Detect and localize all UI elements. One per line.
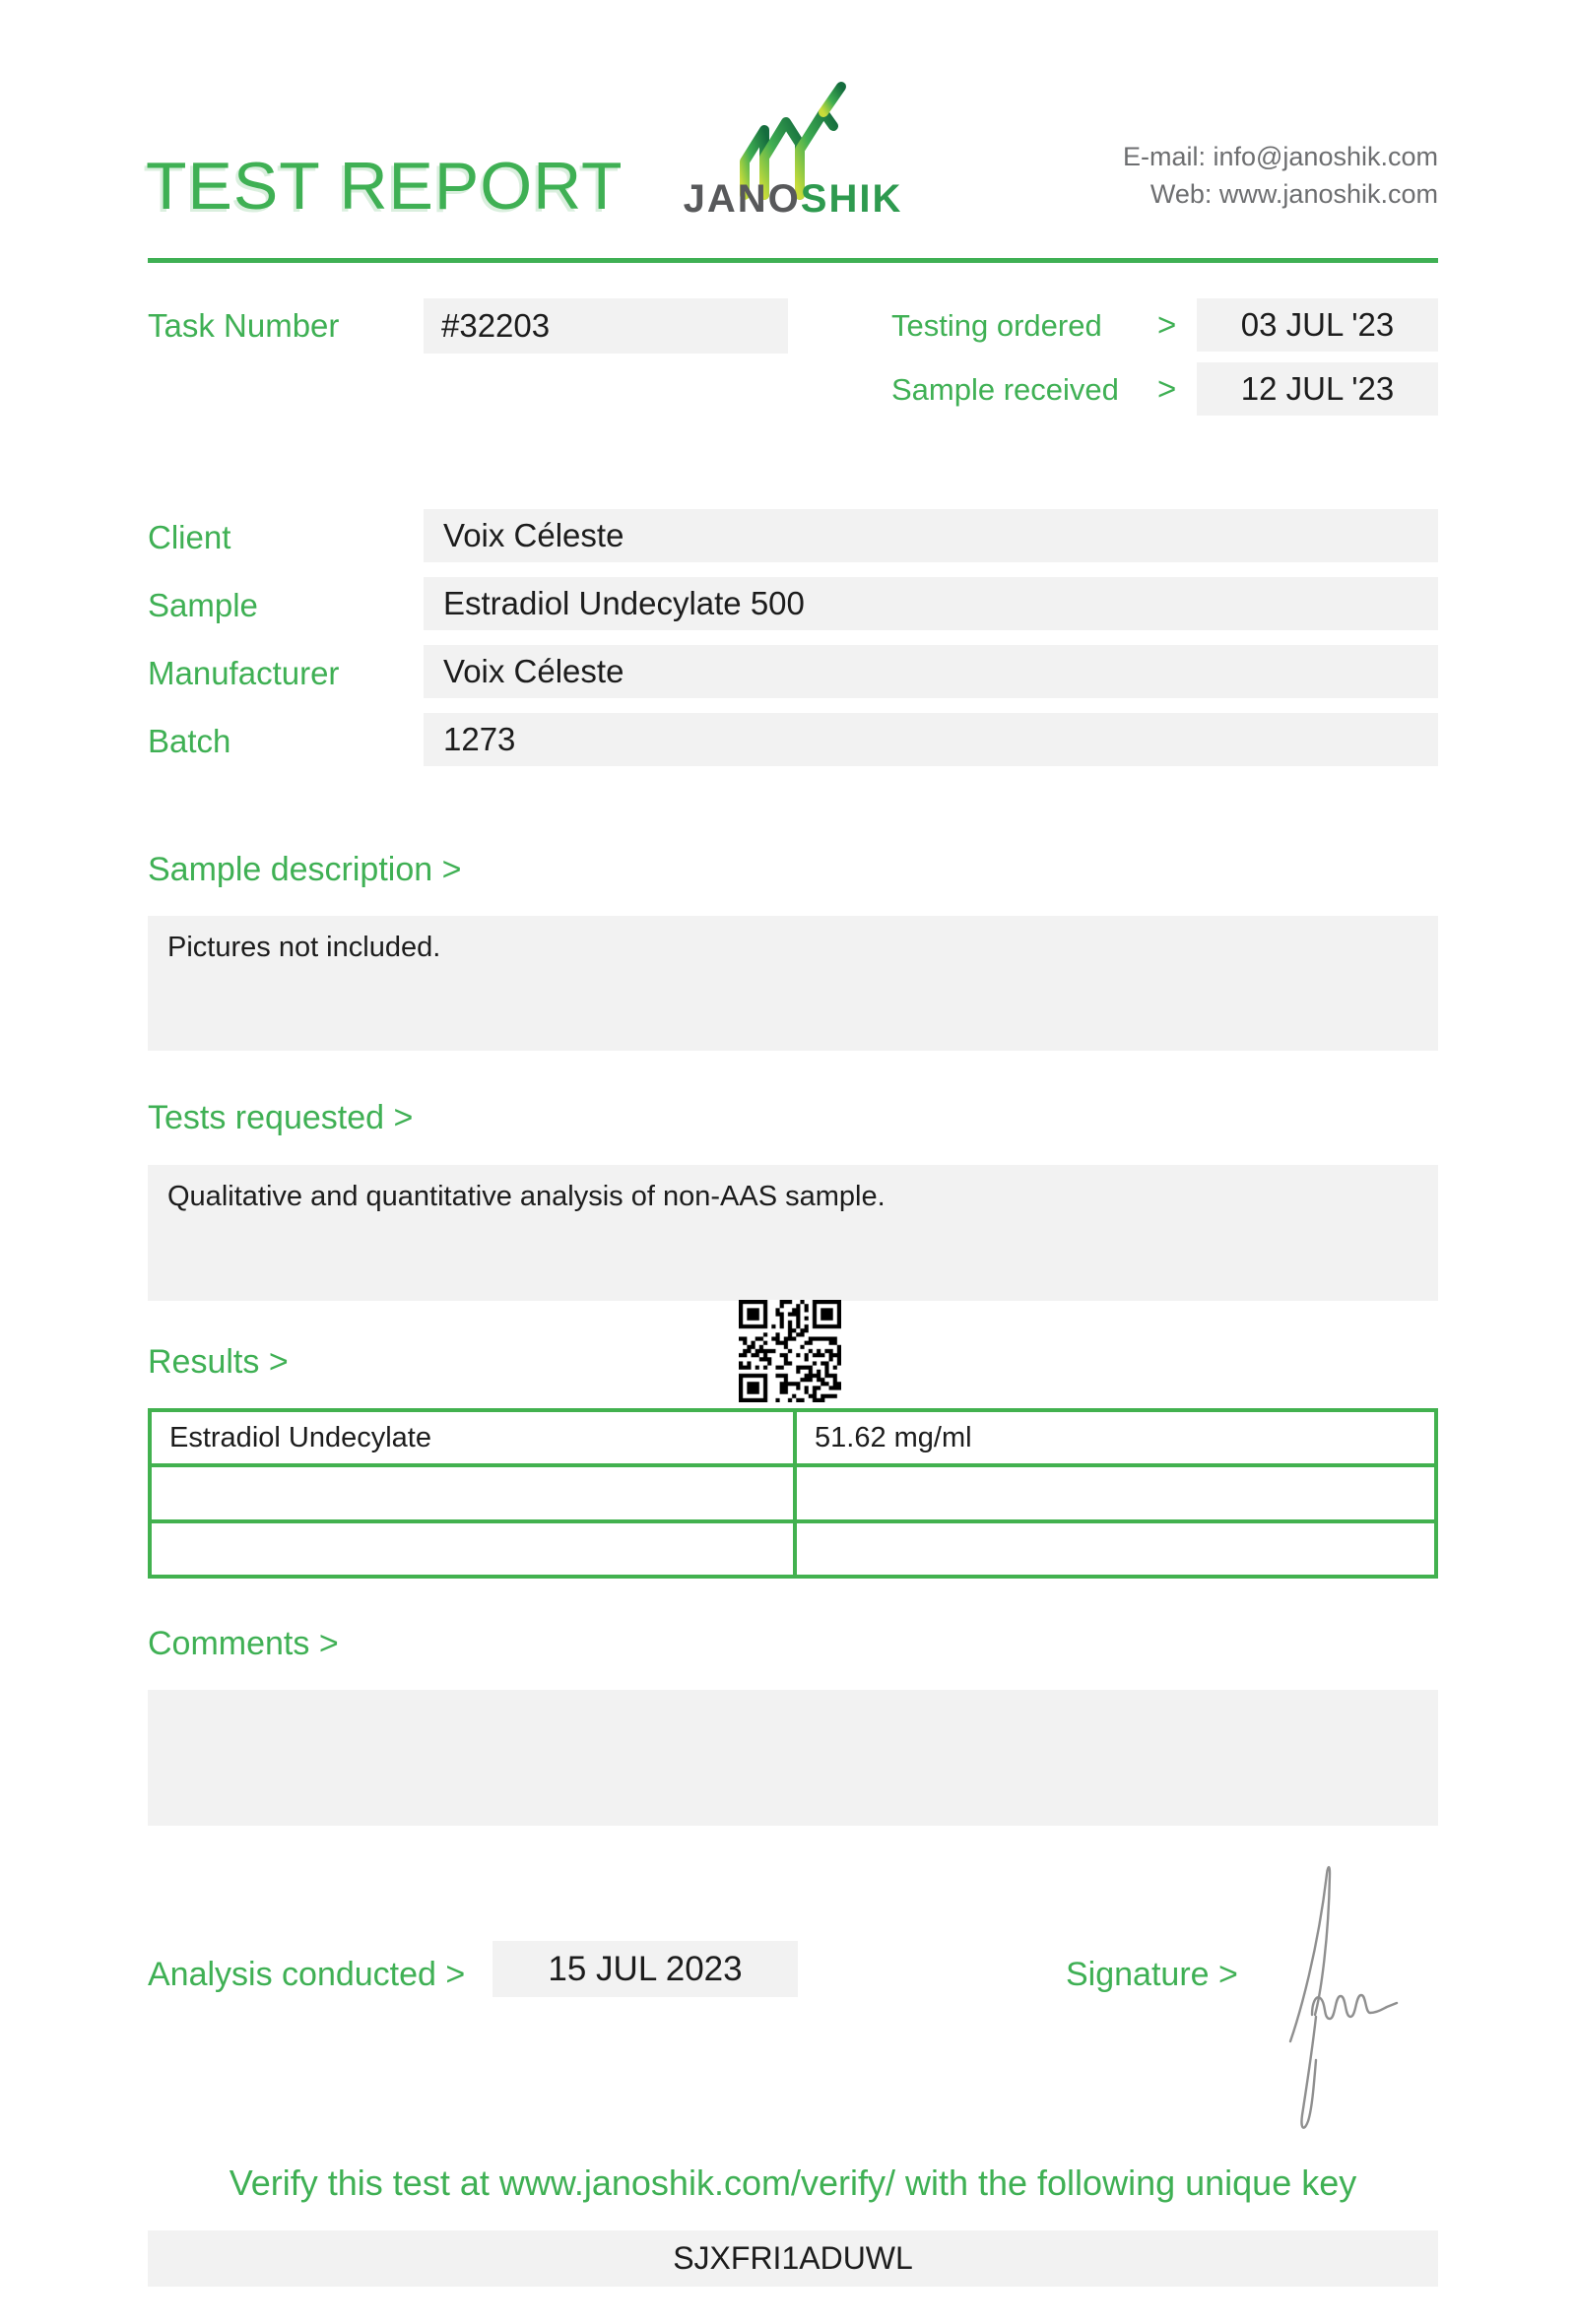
tests-requested-box: Qualitative and quantitative analysis of non-AAS sample.	[148, 1165, 1438, 1301]
sample-received-arrow-icon: >	[1157, 370, 1177, 407]
batch-value: 1273	[424, 713, 1438, 766]
tests-requested-heading: Tests requested >	[148, 1099, 414, 1136]
testing-ordered-value: 03 JUL '23	[1197, 298, 1438, 352]
contact-email: E-mail: info@janoshik.com	[1122, 142, 1438, 171]
batch-label: Batch	[148, 723, 231, 759]
signature-label: Signature >	[1066, 1956, 1238, 1993]
result-value-cell: 51.62 mg/ml	[795, 1410, 1436, 1465]
analysis-conducted-value: 15 JUL 2023	[492, 1941, 798, 1997]
sample-received-value: 12 JUL '23	[1197, 362, 1438, 416]
manufacturer-label: Manufacturer	[148, 655, 340, 691]
result-analyte-cell	[150, 1521, 795, 1577]
verify-instruction: Verify this test at www.janoshik.com/verify/ with the following unique key	[229, 2163, 1357, 2203]
verify-key: SJXFRI1ADUWL	[148, 2230, 1438, 2287]
analysis-conducted-label: Analysis conducted >	[148, 1956, 466, 1993]
results-table	[148, 1408, 1438, 1579]
results-heading: Results >	[148, 1343, 289, 1381]
client-value: Voix Céleste	[424, 509, 1438, 562]
signature-image	[1261, 1820, 1428, 2135]
sample-value: Estradiol Undecylate 500	[424, 577, 1438, 630]
logo-word-gray: JANO	[683, 177, 801, 221]
header-divider	[148, 258, 1438, 263]
testing-ordered-arrow-icon: >	[1157, 306, 1177, 343]
table-row	[150, 1521, 1436, 1577]
sample-label: Sample	[148, 587, 258, 623]
sample-description-box: Pictures not included.	[148, 916, 1438, 1051]
table-row	[150, 1410, 1436, 1465]
table-row	[150, 1465, 1436, 1520]
sample-description-heading: Sample description >	[148, 851, 462, 888]
result-analyte-cell: Estradiol Undecylate	[150, 1410, 795, 1465]
manufacturer-value: Voix Céleste	[424, 645, 1438, 698]
comments-box	[148, 1690, 1438, 1826]
janoshik-logo-wordmark	[670, 177, 916, 222]
logo-word-green: SHIK	[800, 177, 903, 221]
client-label: Client	[148, 519, 231, 555]
testing-ordered-label: Testing ordered	[891, 308, 1102, 343]
result-value-cell	[795, 1465, 1436, 1520]
contact-block	[1123, 138, 1438, 213]
comments-heading: Comments >	[148, 1625, 339, 1662]
qr-code	[739, 1300, 841, 1402]
page-title: TEST REPORT	[146, 149, 624, 224]
sample-received-label: Sample received	[891, 372, 1119, 407]
result-value-cell	[795, 1521, 1436, 1577]
contact-web: Web: www.janoshik.com	[1149, 179, 1438, 209]
task-number-value: #32203	[424, 298, 788, 354]
task-number-label: Task Number	[148, 307, 340, 344]
result-analyte-cell	[150, 1465, 795, 1520]
